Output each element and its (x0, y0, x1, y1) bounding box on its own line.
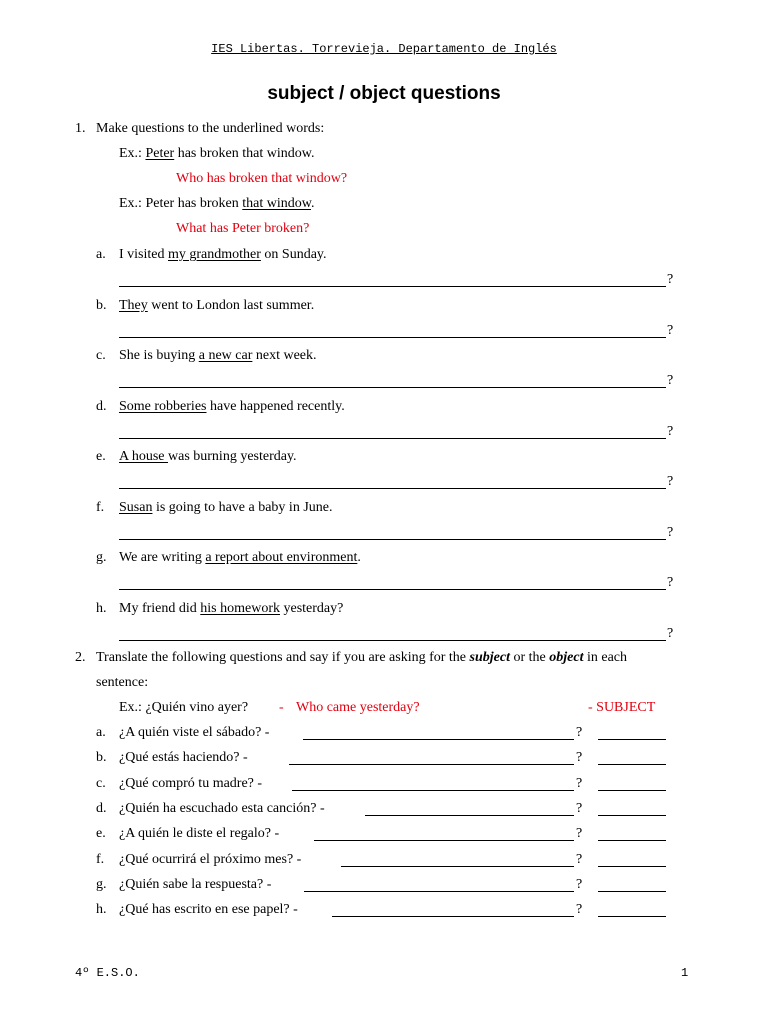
subject-object-line[interactable] (598, 764, 666, 765)
example-2-answer: What has Peter broken? (176, 221, 310, 236)
question-mark: ? (576, 725, 583, 740)
section2-item-question: ¿Qué has escrito en ese papel? - (119, 902, 298, 918)
section2-item-question: ¿A quién le diste el regalo? - (119, 826, 280, 842)
document-header: IES Libertas. Torrevieja. Departamento de Inglés (211, 42, 557, 56)
section1-item-letter: b. (96, 297, 107, 313)
section1-item-sentence: A house was burning yesterday. (119, 449, 297, 464)
section2-item-letter: h. (96, 902, 107, 918)
section1-item-sentence: We are writing a report about environment. (119, 550, 361, 565)
section1-instruction: Make questions to the underlined words: (96, 121, 325, 136)
translation-line[interactable] (292, 790, 574, 791)
section1-item-letter: d. (96, 398, 107, 414)
translation-line[interactable] (289, 764, 574, 765)
question-mark: ? (576, 876, 583, 892)
translation-line[interactable] (341, 866, 574, 867)
answer-line[interactable] (119, 387, 666, 388)
question-mark: ? (576, 902, 583, 918)
answer-line[interactable] (119, 337, 666, 338)
subject-object-line[interactable] (598, 790, 666, 791)
section2-item-letter: e. (96, 826, 106, 842)
section2-example-question: Ex.: ¿Quién vino ayer? (119, 700, 249, 715)
section2-item-question: ¿Qué compró tu madre? - (119, 775, 263, 791)
translation-line[interactable] (303, 739, 574, 740)
section1-item-sentence: Susan is going to have a baby in June. (119, 499, 333, 515)
question-mark: ? (667, 474, 674, 489)
section2-instruction-line2: sentence: (96, 675, 149, 690)
question-mark: ? (667, 322, 674, 338)
answer-line[interactable] (119, 589, 666, 590)
section1-item-letter: c. (96, 348, 106, 363)
subject-object-line[interactable] (598, 891, 666, 892)
translation-line[interactable] (365, 815, 574, 816)
section2-item-letter: b. (96, 750, 107, 766)
section2-item-letter: a. (96, 725, 106, 740)
question-mark: ? (667, 524, 674, 540)
footer-page-number: 1 (681, 966, 689, 980)
section2-item-question: ¿Qué estás haciendo? - (119, 750, 248, 766)
section1-item-sentence: I visited my grandmother on Sunday. (119, 247, 327, 262)
translation-line[interactable] (304, 891, 574, 892)
section1-item-sentence: They went to London last summer. (119, 297, 315, 313)
subject-object-line[interactable] (598, 866, 666, 867)
section1-item-sentence: Some robberies have happened recently. (119, 398, 345, 414)
section2-item-question: ¿Qué ocurrirá el próximo mes? - (119, 851, 302, 867)
example-1: Ex.: Peter has broken that window. (119, 146, 315, 161)
footer-course: 4º E.S.O. (75, 966, 140, 980)
section2-example-type: - SUBJECT (588, 700, 656, 715)
section2-item-letter: g. (96, 876, 107, 892)
answer-line[interactable] (119, 438, 666, 439)
section2-item-letter: f. (96, 851, 105, 867)
answer-line[interactable] (119, 539, 666, 540)
example-1-answer: Who has broken that window? (176, 171, 348, 186)
section2-example-answer: Who came yesterday? (296, 700, 420, 715)
answer-line[interactable] (119, 286, 666, 287)
page-title: subject / object questions (267, 83, 501, 104)
section2-item-question: ¿Quién ha escuchado esta canción? - (119, 800, 325, 816)
section1-item-letter: h. (96, 600, 107, 616)
section1-item-letter: e. (96, 449, 106, 464)
question-mark: ? (667, 272, 674, 287)
question-mark: ? (667, 423, 674, 439)
question-mark: ? (576, 775, 583, 791)
section2-instruction: Translate the following questions and say if you are asking for the subject or the object in each (96, 650, 627, 665)
section1-item-letter: g. (96, 550, 107, 565)
section2-item-letter: d. (96, 800, 107, 816)
example-2: Ex.: Peter has broken that window. (119, 196, 315, 211)
question-mark: ? (576, 826, 583, 842)
translation-line[interactable] (332, 916, 574, 917)
section1-item-sentence: My friend did his homework yesterday? (119, 600, 344, 616)
section2-item-question: ¿A quién viste el sábado? - (119, 725, 270, 740)
section2-item-letter: c. (96, 775, 106, 791)
section2-number: 2. (75, 650, 86, 665)
subject-object-line[interactable] (598, 840, 666, 841)
question-mark: ? (576, 851, 583, 867)
subject-object-line[interactable] (598, 739, 666, 740)
section1-item-letter: f. (96, 499, 105, 515)
question-mark: ? (576, 750, 583, 766)
section2-item-question: ¿Quién sabe la respuesta? - (119, 876, 272, 892)
section1-number: 1. (75, 121, 86, 136)
translation-line[interactable] (314, 840, 574, 841)
answer-line[interactable] (119, 640, 666, 641)
section1-item-letter: a. (96, 247, 106, 262)
question-mark: ? (667, 575, 674, 590)
subject-object-line[interactable] (598, 815, 666, 816)
question-mark: ? (667, 373, 674, 388)
subject-object-line[interactable] (598, 916, 666, 917)
question-mark: ? (667, 625, 674, 641)
question-mark: ? (576, 800, 583, 816)
section1-item-sentence: She is buying a new car next week. (119, 348, 317, 363)
answer-line[interactable] (119, 488, 666, 489)
section2-example-dash: - (279, 700, 284, 715)
